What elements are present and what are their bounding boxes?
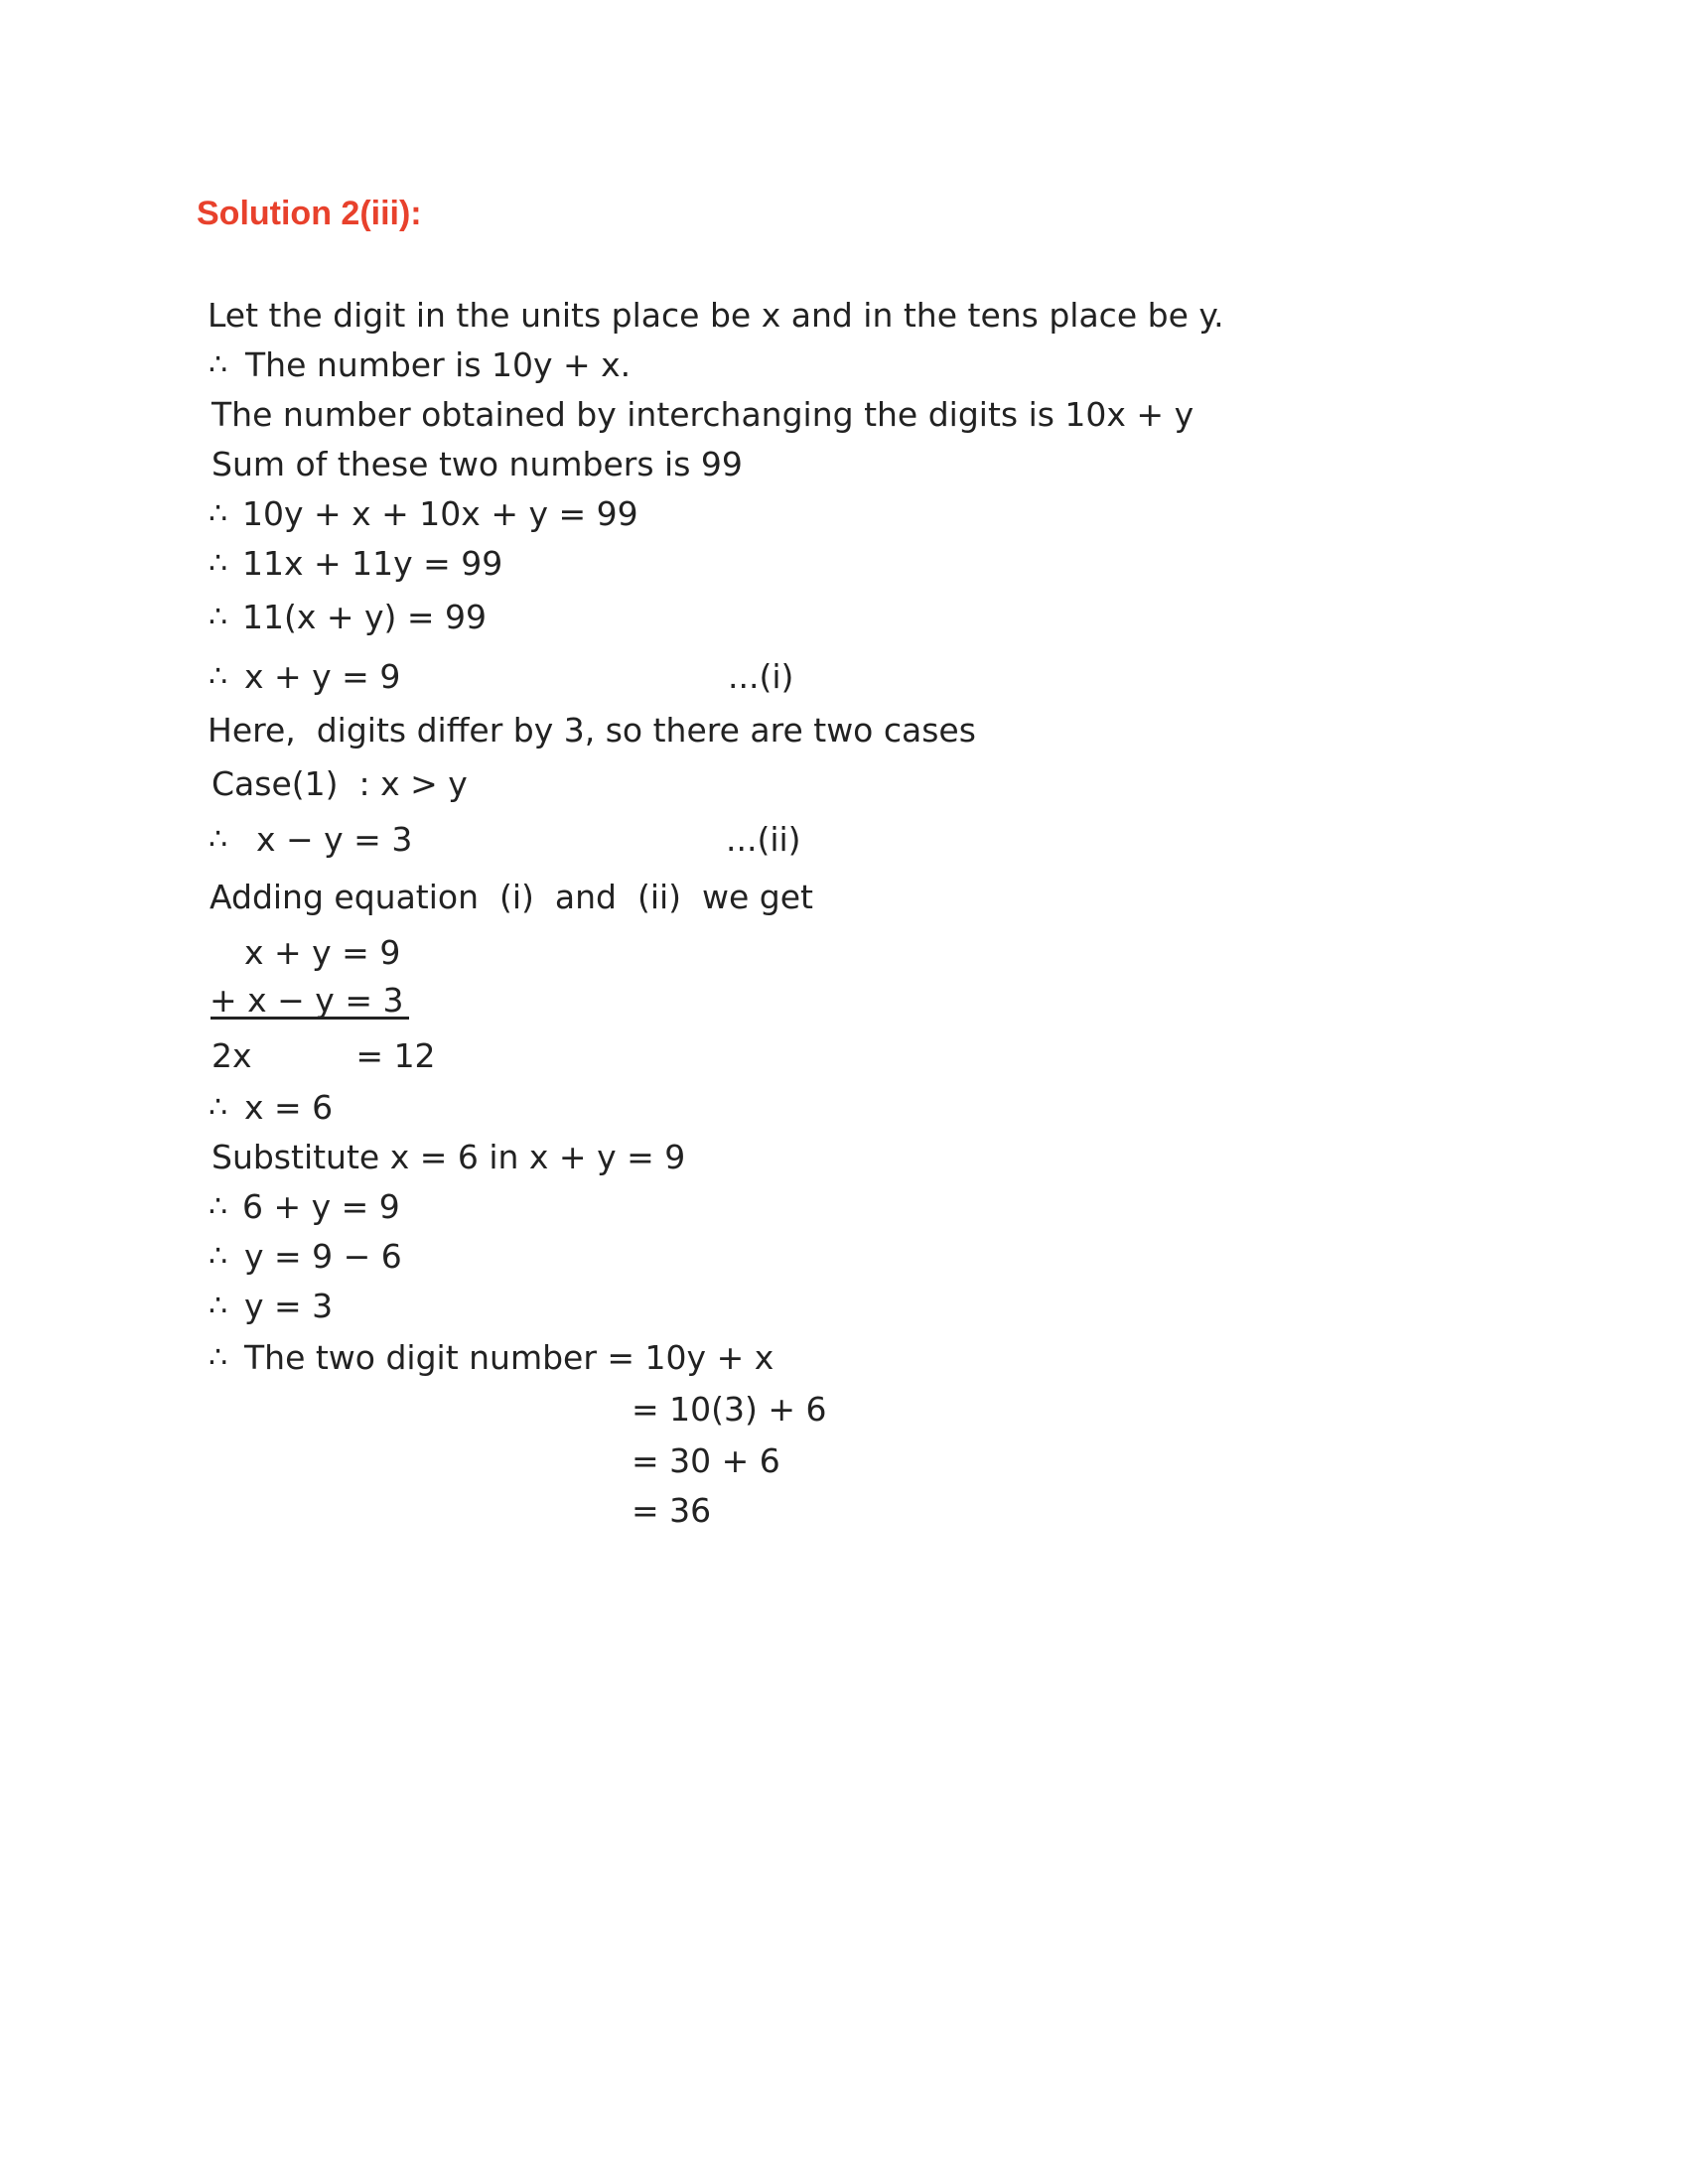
line-y-value: y = 3 — [244, 1287, 334, 1325]
equation-i: x + y = 9 — [244, 657, 401, 696]
line-substitute: Substitute x = 6 in x + y = 9 — [211, 1138, 686, 1176]
addition-result: 2x = 12 — [211, 1036, 436, 1075]
therefore-symbol: ∴ — [209, 822, 228, 857]
therefore-symbol: ∴ — [209, 546, 228, 581]
therefore-symbol: ∴ — [209, 496, 228, 531]
equation-ii: x − y = 3 — [256, 820, 413, 859]
line-factored-equation: 11(x + y) = 99 — [242, 598, 488, 636]
therefore-symbol: ∴ — [209, 600, 228, 634]
line-substituted: 6 + y = 9 — [242, 1187, 400, 1226]
line-final-answer: = 36 — [632, 1491, 712, 1530]
addition-row-1: x + y = 9 — [244, 933, 401, 972]
addition-rule — [211, 1017, 409, 1020]
line-two-digit-number: The two digit number = 10y + x — [244, 1338, 774, 1377]
equation-tag-i: ...(i) — [728, 657, 794, 696]
line-case-1: Case(1) : x > y — [211, 764, 468, 803]
line-number-expression: The number is 10y + x. — [245, 345, 632, 384]
line-x-value: x = 6 — [244, 1088, 334, 1127]
line-adding-equations: Adding equation (i) and (ii) we get — [210, 878, 813, 916]
therefore-symbol: ∴ — [209, 1289, 228, 1323]
line-result-step-2: = 30 + 6 — [632, 1441, 780, 1480]
equation-tag-ii: ...(ii) — [726, 820, 801, 859]
line-sum-statement: Sum of these two numbers is 99 — [211, 445, 743, 483]
line-y-subtraction: y = 9 − 6 — [244, 1237, 402, 1276]
therefore-symbol: ∴ — [209, 1340, 228, 1375]
line-interchanged-number: The number obtained by interchanging the digits is 10x + y — [211, 395, 1195, 434]
solution-heading: Solution 2(iii): — [197, 195, 422, 232]
therefore-symbol: ∴ — [209, 1090, 228, 1125]
addition-row-2: + x − y = 3 — [210, 981, 404, 1020]
therefore-symbol: ∴ — [209, 659, 228, 694]
therefore-symbol: ∴ — [209, 1239, 228, 1274]
line-result-step-1: = 10(3) + 6 — [632, 1390, 827, 1429]
therefore-symbol: ∴ — [209, 347, 228, 382]
therefore-symbol: ∴ — [209, 1189, 228, 1224]
line-simplified-equation: 11x + 11y = 99 — [242, 544, 503, 583]
line-two-cases: Here, digits differ by 3, so there are two cases — [208, 711, 976, 750]
line-sum-equation: 10y + x + 10x + y = 99 — [242, 494, 638, 533]
line-let-digits: Let the digit in the units place be x and in the tens place be y. — [208, 296, 1224, 335]
